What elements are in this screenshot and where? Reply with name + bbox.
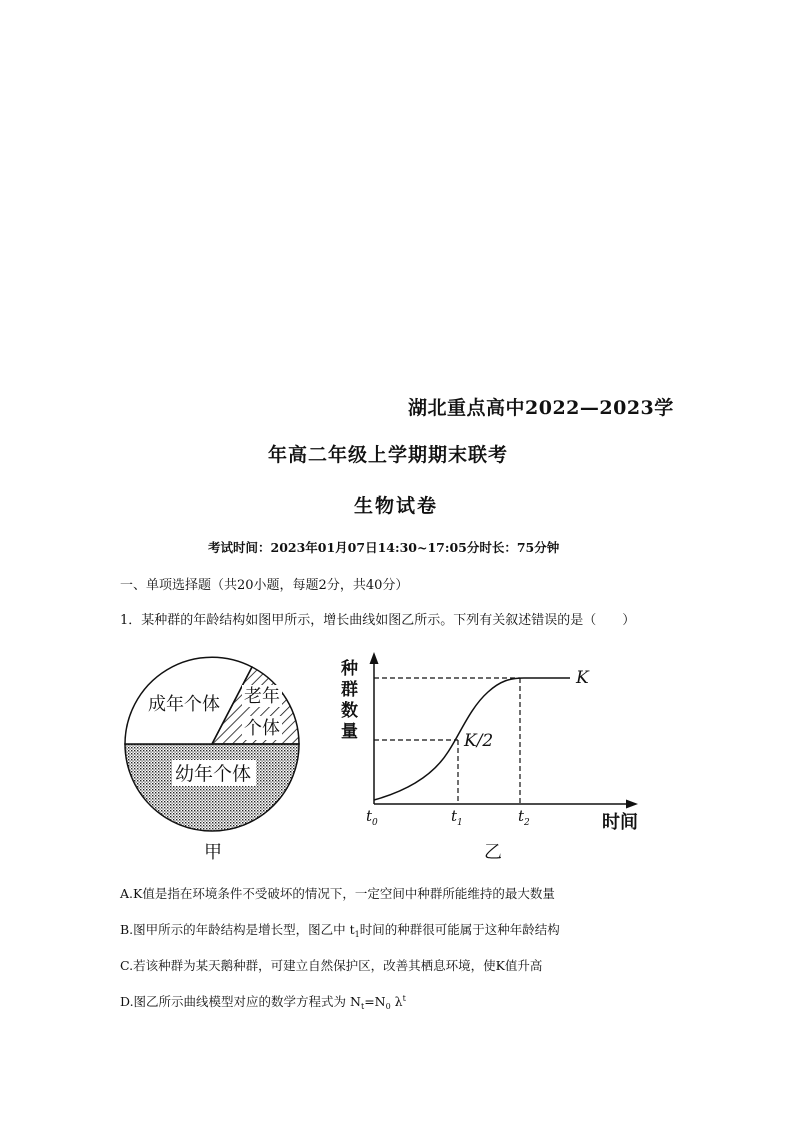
exam-title-line1: 湖北重点高中2022—2023学	[408, 397, 674, 419]
question-1-stem: 1．某种群的年龄结构如图甲所示，增长曲线如图乙所示。下列有关叙述错误的是（ ）	[120, 613, 636, 628]
figure-jia-age-structure	[110, 648, 320, 868]
label-K: K	[576, 668, 589, 688]
y-axis-label-char-1: 种	[341, 659, 358, 679]
figure-yi-growth-curve	[330, 648, 660, 868]
x-axis-arrow	[626, 800, 638, 809]
tick-t2: $t_2$	[518, 807, 530, 828]
pie-label-adult: 成年个体	[148, 694, 220, 715]
figure-jia-caption: 甲	[204, 842, 222, 863]
tick-t0: $t_0$	[366, 807, 378, 828]
pie-segment-young	[125, 744, 299, 831]
y-axis-arrow	[370, 652, 379, 664]
label-K-half: K/2	[464, 731, 494, 751]
option-b: B.图甲所示的年龄结构是增长型，图乙中 $t_1$时间的种群很可能属于这种年龄结构	[120, 922, 560, 939]
subject-title: 生物试卷	[354, 495, 439, 517]
tick-t1: $t_1$	[451, 807, 463, 828]
x-axis-label: 时间	[602, 812, 638, 833]
exam-time-info: 考试时间：2023年01月07日14:30~17:05分时长：75分钟	[208, 540, 560, 555]
pie-label-young: 幼年个体	[175, 763, 252, 785]
pie-label-old-1: 老年	[244, 686, 280, 707]
y-axis-label-char-2: 群	[341, 680, 358, 700]
option-a: A.K值是指在环境条件不受破坏的情况下，一定空间中种群所能维持的最大数量	[120, 886, 555, 901]
pie-label-old-2: 个体	[244, 718, 280, 739]
y-axis-label-char-3: 数	[341, 701, 358, 721]
option-c: C.若该种群为某天鹅种群，可建立自然保护区，改善其栖息环境，使K值升高	[120, 958, 543, 973]
section-heading: 一、单项选择题（共20小题，每题2分，共40分）	[120, 578, 409, 593]
y-axis-label-char-4: 量	[341, 722, 358, 742]
exam-title-line2: 年高二年级上学期期末联考	[268, 444, 509, 466]
figure-yi-caption: 乙	[484, 842, 502, 863]
option-d: D.图乙所示曲线模型对应的数学方程式为 $N_t=N_0$ $\lambda^t$	[120, 994, 406, 1011]
